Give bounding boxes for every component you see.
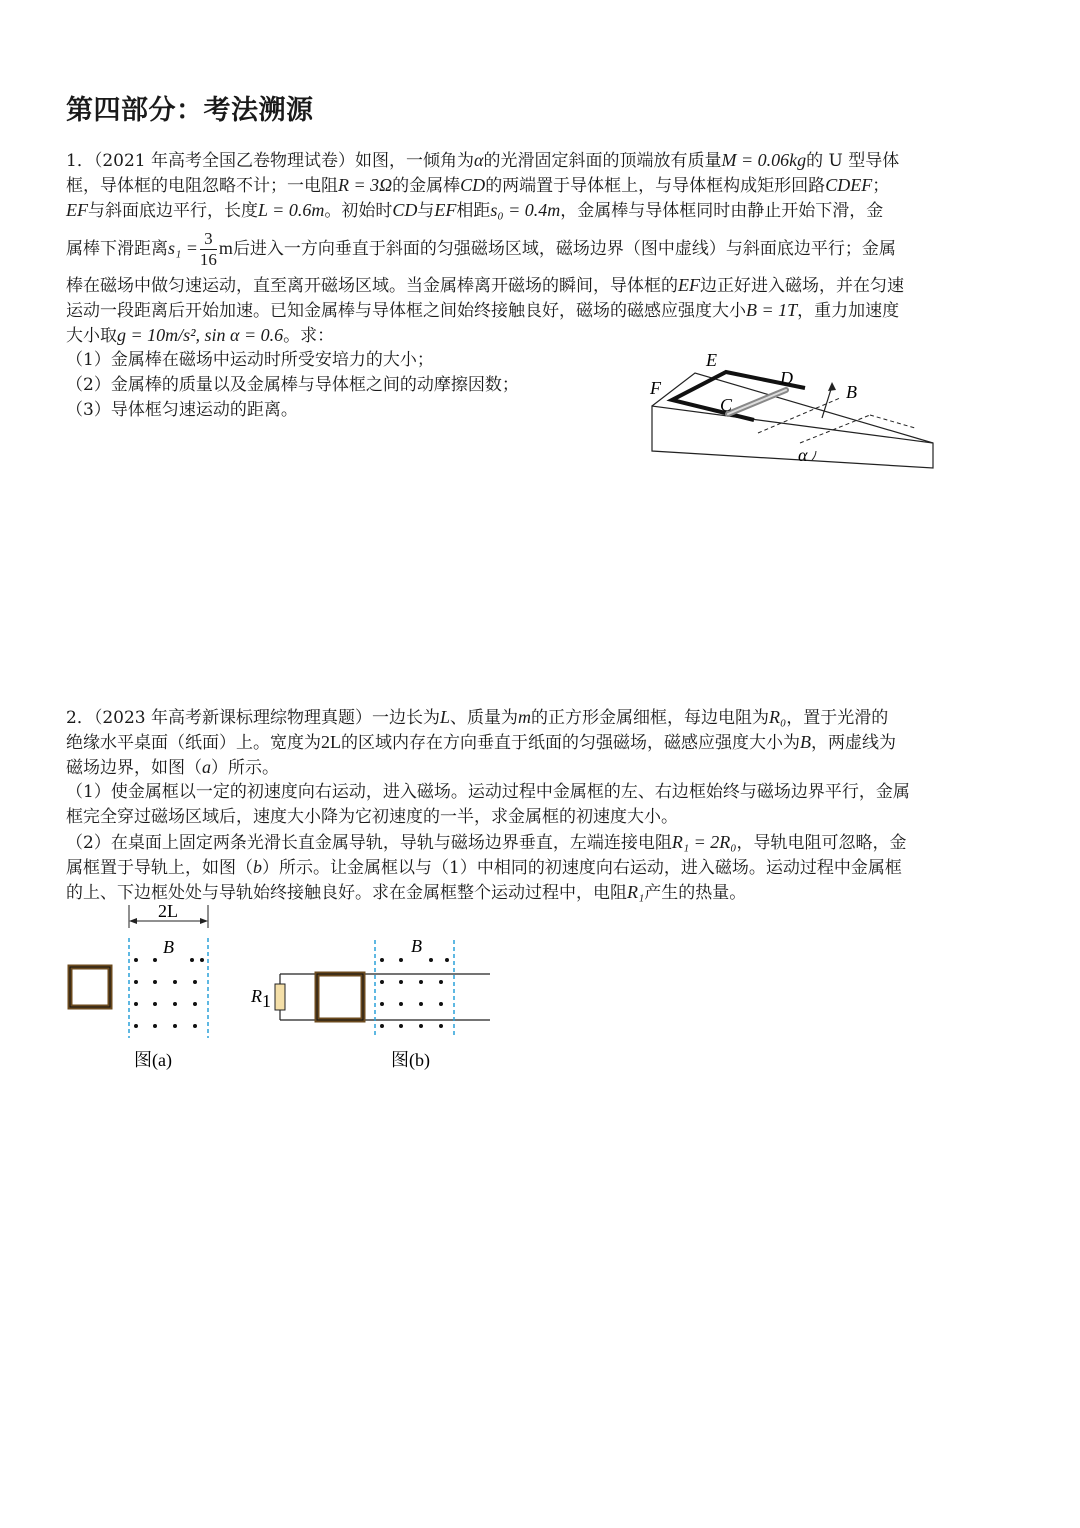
q2-source: （2023 年高考新课标理综物理真题） — [93, 708, 372, 728]
q1-line-7 — [66, 323, 1016, 348]
arrow-right-icon — [200, 918, 208, 924]
label-b: B — [846, 382, 857, 402]
q2-number: 2． — [66, 708, 94, 728]
field-boundary-2 — [800, 415, 870, 443]
text: 与斜面底边平行，长度 — [88, 201, 258, 221]
math-r1-expr: R₁ = 2R₀ — [671, 832, 737, 852]
math-cd: CD — [392, 200, 418, 220]
fraction — [200, 229, 217, 270]
label-d: D — [780, 368, 793, 388]
field-dots — [134, 958, 204, 1028]
text: 的上、下边框处处与导轨始终接触良好。求在金属框整个运动过程中，电阻 — [66, 883, 627, 903]
text: 棒在磁场中做匀速运动，直至离开磁场区域。当金属棒离开磁场的瞬间，导体框的 — [66, 276, 678, 296]
text: 。求： — [283, 326, 335, 346]
math-r1: R₁ — [627, 882, 645, 902]
label-f: F — [650, 378, 661, 398]
q2-line-1 — [66, 705, 1016, 730]
text: ，两虚线为 — [811, 733, 896, 753]
q1-line-1 — [66, 148, 1016, 173]
text: 磁场边界，如图（ — [66, 758, 202, 778]
text: 的正方形金属细框，每边电阻为 — [531, 708, 770, 728]
metal-frame-outline — [317, 974, 363, 1020]
figure-a — [62, 900, 232, 1080]
q1-incline-figure — [640, 348, 950, 473]
text: ）所示。让金属框以与（1）中相同的初速度向右运动，进入磁场。运动过程中金属框 — [262, 858, 902, 878]
text: ，置于光滑的 — [786, 708, 889, 728]
math-l: L — [440, 707, 451, 727]
math-unit: m — [218, 238, 233, 258]
q2-line-5: 框完全穿过磁场区域后，速度大小降为它初速度的一半，求金属框的初速度大小。 — [66, 807, 678, 827]
math-2l: 2L — [321, 732, 341, 752]
math-g: g = 10m/s², sin α = 0.6 — [117, 325, 284, 345]
field-dots — [380, 958, 449, 1028]
metal-frame-outline — [70, 967, 110, 1007]
metal-frame — [70, 967, 110, 1007]
q1-line-6 — [66, 298, 1016, 323]
math-cdef: CDEF — [825, 175, 873, 195]
q1-line-4 — [66, 223, 1016, 273]
text: 框，导体框的电阻忽略不计；一电阻 — [66, 176, 338, 196]
label-r1-sub: 1 — [262, 991, 271, 1011]
angle-arc — [812, 451, 816, 460]
fraction-denominator: 16 — [199, 250, 217, 269]
question-2 — [66, 705, 1016, 905]
math-cd: CD — [460, 175, 486, 195]
text: （2）在桌面上固定两条光滑长直金属导轨，导轨与磁场边界垂直，左端连接电阻 — [66, 833, 672, 853]
math-a: a — [202, 757, 211, 777]
text: 与 — [417, 201, 435, 221]
text: 属棒下滑距离 — [66, 239, 168, 259]
math-s1: s₁ = — [168, 238, 198, 258]
text: ，重力加速度 — [797, 301, 900, 321]
text: 后进入一方向垂直于斜面的匀强磁场区域，磁场边界（图中虚线）与斜面底边平行；金属 — [232, 239, 896, 259]
label-b: B — [163, 937, 174, 957]
text: 、质量为 — [450, 708, 519, 728]
math-m: m — [518, 707, 532, 727]
q1-number: 1． — [66, 151, 94, 171]
math-b: B = 1T — [746, 300, 798, 320]
q2-line-7 — [66, 855, 1016, 880]
q1-sub-2: （2）金属棒的质量以及金属棒与导体框之间的动摩擦因数； — [66, 375, 519, 395]
text: 属框置于导轨上，如图（ — [66, 858, 253, 878]
text: 如图，一倾角为 — [355, 151, 474, 171]
q2-line-3 — [66, 755, 1016, 780]
math-s0: s₀ = 0.4m — [490, 200, 561, 220]
q1-line-3 — [66, 198, 1016, 223]
figure-b — [245, 932, 495, 1082]
q2-line-4: （1）使金属框以一定的初速度向右运动，进入磁场。运动过程中金属框的左、右边框始终与磁场边界平行，金属 — [66, 782, 910, 802]
text: 大小取 — [66, 326, 117, 346]
math-mass: M = 0.06kg — [721, 150, 807, 170]
math-ef: EF — [678, 275, 700, 295]
text: 的金属棒 — [392, 176, 461, 196]
label-e: E — [706, 350, 717, 370]
q1-line-2 — [66, 173, 1016, 198]
arrow-left-icon — [129, 918, 137, 924]
math-b: B — [800, 732, 811, 752]
q1-line-5 — [66, 273, 1016, 298]
label-c: C — [720, 395, 733, 415]
math-length: L = 0.6m — [258, 200, 325, 220]
text: 的光滑固定斜面的顶端放有质量 — [483, 151, 722, 171]
arrow-head-icon — [828, 382, 836, 391]
math-b-fig: b — [253, 857, 262, 877]
text: 的 U 型导体 — [806, 151, 900, 171]
metal-rod-highlight — [728, 390, 786, 414]
text: 产生的热量。 — [644, 883, 747, 903]
q1-source: （2021 年高考全国乙卷物理试卷） — [93, 151, 355, 171]
q1-sub-1: （1）金属棒在磁场中运动时所受安培力的大小； — [66, 350, 434, 370]
text: 的两端置于导体框上，与导体框构成矩形回路 — [485, 176, 826, 196]
text: 边正好进入磁场，并在匀速 — [700, 276, 904, 296]
text: ）所示。 — [211, 758, 279, 778]
q1-sub-3: （3）导体框匀速运动的距离。 — [66, 400, 298, 420]
metal-frame — [317, 974, 363, 1020]
math-alpha: α — [474, 150, 484, 170]
label-r1: R — [251, 986, 262, 1006]
text: 一边长为 — [372, 708, 440, 728]
caption-fig-b: 图(b) — [391, 1050, 430, 1070]
label-2l: 2L — [158, 901, 178, 921]
text: 的区域内存在方向垂直于纸面的匀强磁场，磁感应强度大小为 — [341, 733, 800, 753]
math-r0: R₀ — [769, 707, 787, 727]
text: ； — [872, 176, 890, 196]
resistor-r1 — [275, 984, 285, 1010]
text: 运动一段距离后开始加速。已知金属棒与导体框之间始终接触良好，磁场的磁感应强度大小 — [66, 301, 746, 321]
q2-line-6 — [66, 830, 1016, 855]
label-b: B — [411, 936, 422, 956]
text: ，金属棒与导体框同时由静止开始下滑，金 — [560, 201, 884, 221]
text: 相距 — [456, 201, 491, 221]
text: ，导轨电阻可忽略，金 — [736, 833, 907, 853]
section-title: 第四部分：考法溯源 — [66, 95, 314, 126]
math-ef: EF — [66, 200, 88, 220]
fraction-numerator: 3 — [200, 229, 217, 250]
text: 。初始时 — [324, 201, 393, 221]
math-ef: EF — [434, 200, 457, 220]
caption-fig-a: 图(a) — [134, 1050, 172, 1070]
math-resistance: R = 3Ω — [338, 175, 393, 195]
incline-side — [652, 406, 933, 468]
q2-line-2 — [66, 730, 1016, 755]
label-alpha: α — [798, 445, 808, 465]
text: 绝缘水平桌面（纸面）上。宽度为 — [66, 733, 321, 753]
